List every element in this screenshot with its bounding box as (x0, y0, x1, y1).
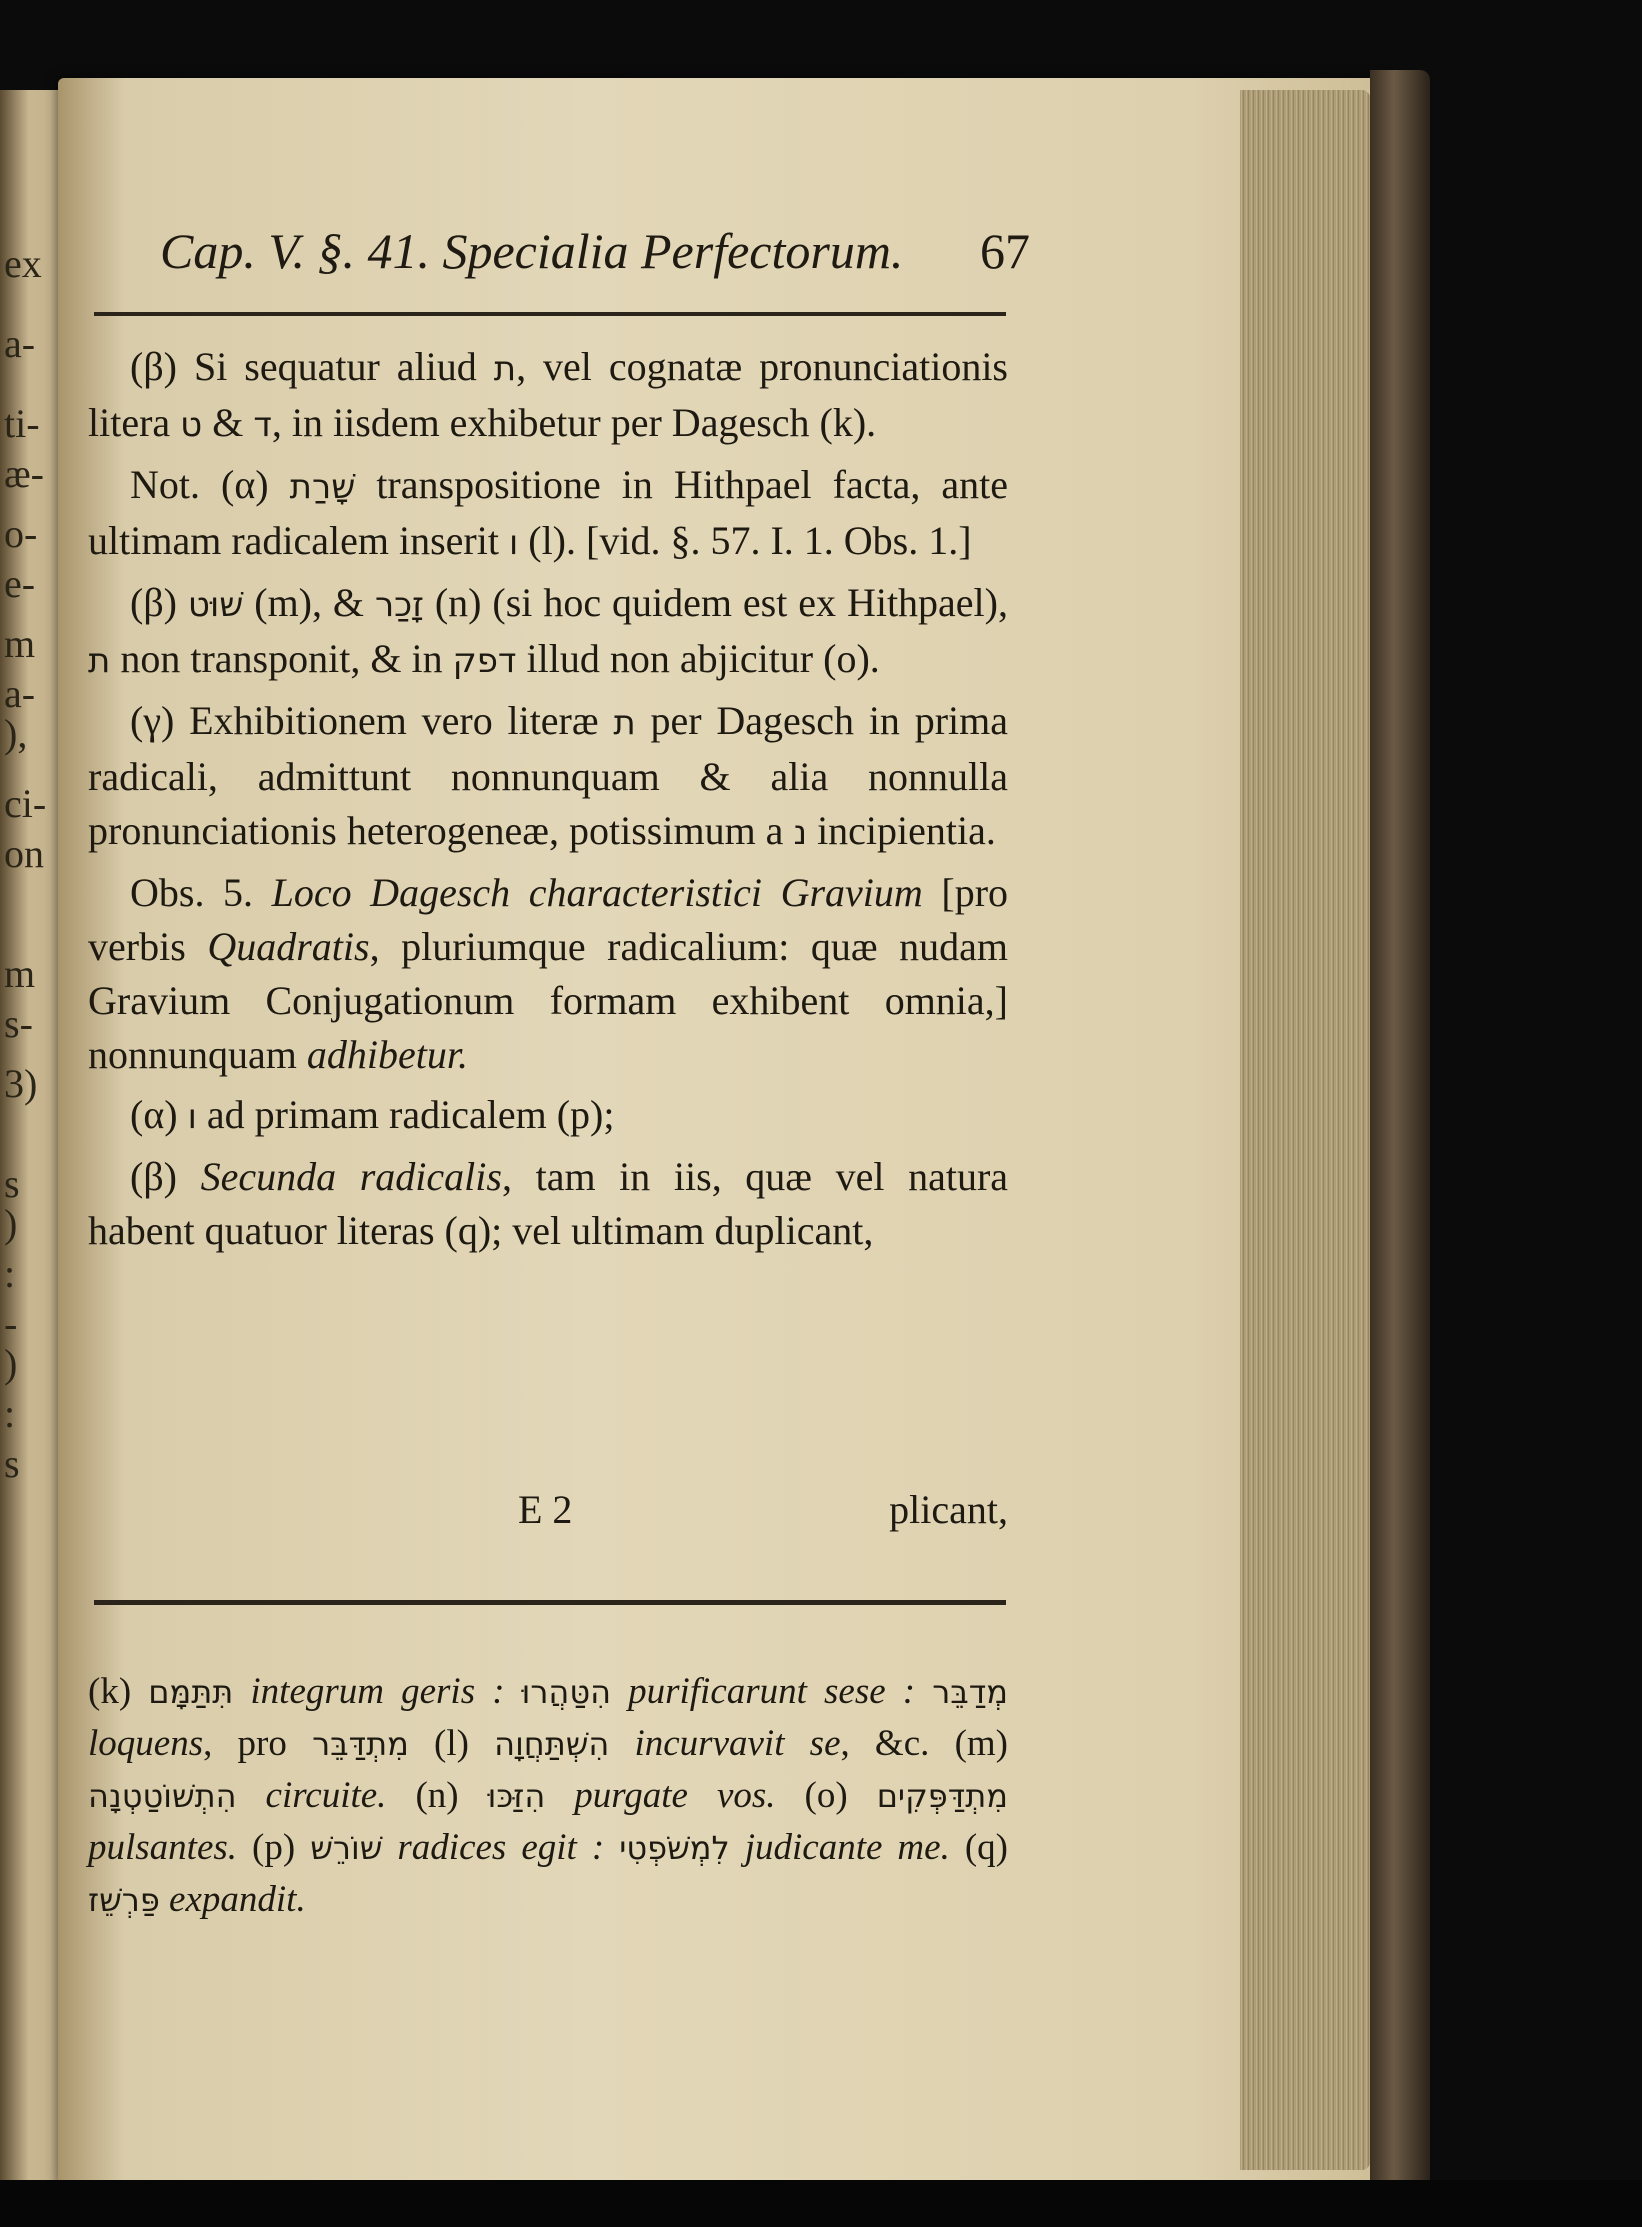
margin-fragment: ti- (4, 401, 40, 446)
hebrew-word: הִטַּהֲרוּ (521, 1673, 611, 1711)
margin-fragment: : (4, 1251, 16, 1296)
hebrew-word: ת (493, 349, 517, 389)
running-head: Cap. V. §. 41. Specialia Perfectorum. (160, 223, 904, 279)
hebrew-word: ו (187, 1097, 197, 1137)
margin-fragment: ex (4, 241, 42, 286)
hebrew-word: מִתְדַּפְּקִים (876, 1777, 1008, 1815)
signature-line (88, 1486, 1008, 1540)
paragraph-beta-secunda: (β) Secunda radicalis, tam in iis, quæ vel natura habent quatuor literas (q); vel ultimam duplicant, (88, 1154, 1009, 1253)
page-number: 67 (980, 223, 1030, 279)
footnotes (88, 1666, 1008, 1926)
hebrew-word: ט (180, 405, 203, 445)
main-text (88, 340, 1008, 1264)
paragraph-beta-shut: (β) שׁוּט (m), & זָכַר (n) (si hoc quidem est ex Hithpael), ת non transponit, & in דפק illud non abjicitur (o). (88, 580, 1008, 681)
hebrew-word: ו (508, 523, 519, 563)
margin-fragment: s- (4, 1001, 33, 1046)
margin-fragment: æ- (4, 451, 44, 496)
signature-mark: E 2 (518, 1487, 573, 1532)
running-header (160, 222, 1030, 302)
hebrew-word: מְדַבֵּר (932, 1673, 1008, 1711)
margin-fragment: s (4, 1161, 20, 1206)
hebrew-word: פַּרְשֵׁז (88, 1881, 160, 1919)
hebrew-word: שׁוֹרֵשׁ (310, 1829, 383, 1867)
margin-fragment: ) (4, 1201, 18, 1246)
catchword: plicant, (889, 1487, 1008, 1532)
background-band (0, 2180, 1642, 2227)
paragraph-beta-si-sequatur: (β) Si sequatur aliud ת, vel cognatæ pronunciationis litera ט & ד, in iisdem exhibetur per Dagesch (k). (88, 344, 1008, 445)
margin-fragment: - (4, 1301, 18, 1346)
hebrew-word: ד (253, 405, 272, 445)
hebrew-word: מִתְדַּבֵּר (312, 1725, 409, 1763)
hebrew-word: ת (88, 641, 111, 681)
hebrew-word: זָכַר (374, 585, 424, 625)
book-cover-edge (1370, 70, 1430, 2190)
hebrew-word: תִּתַּמָּם (148, 1673, 234, 1711)
hebrew-word: שָׁרַת (289, 467, 356, 507)
margin-fragment: o- (4, 511, 38, 556)
hebrew-word: דפק (452, 641, 517, 681)
hebrew-word: הִתְשׁוֹטַטְנָה (88, 1777, 237, 1815)
margin-fragment: a- (4, 671, 36, 716)
hebrew-word: נ (793, 813, 808, 853)
hebrew-word: לִמְשֹׁפְטִי (619, 1829, 730, 1867)
margin-fragment: 3) (4, 1061, 38, 1106)
margin-fragment: m (4, 951, 36, 996)
hebrew-word: שׁוּט (187, 585, 244, 625)
hebrew-word: הִשְׁתַּחֲוָה (494, 1725, 610, 1763)
header-rule (94, 312, 1006, 316)
footnote-text: (k) תִּתַּמָּם integrum geris : הִטַּהֲרוּ purificarunt sese : מְדַבֵּר loquens, pro מִתְדַּבֵּר (l) הִשְׁתַּחֲוָה incurvavit se, &c. (m) הִתְשׁוֹטַטְנָה circuite. (n) הִזַּכּוּ purgate vos. (o) מִתְדַּפְּקִים pulsantes. (p) שׁוֹרֵשׁ radices egit : לִמְשֹׁפְטִי judicante me. (q) פַּרְשֵׁז expandit. (88, 1671, 1008, 1920)
margin-fragment: a- (4, 321, 36, 366)
hebrew-word: הִזַּכּוּ (487, 1777, 546, 1815)
page-block-edge (1240, 90, 1370, 2170)
paragraph-obs-5: Obs. 5. Loco Dagesch characteristici Gravium [pro verbis Quadratis, pluriumque radicalium: quæ nudam Gravium Conjugationum formam exhibent omnia,] nonnunquam adhibetur. (88, 870, 1009, 1077)
margin-fragment: on (4, 831, 44, 876)
margin-fragment: e- (4, 561, 36, 606)
hebrew-word: ת (613, 703, 636, 743)
paragraph-not-alpha: Not. (α) שָׁרַת transpositione in Hithpael facta, ante ultimam radicalem inserit ו (l). [vid. §. 57. I. 1. Obs. 1.] (88, 462, 1008, 563)
margin-fragment: s (4, 1441, 20, 1486)
margin-fragment: m (4, 621, 36, 666)
footnote-rule (94, 1600, 1006, 1605)
paragraph-alpha-vav: (α) ו ad primam radicalem (p); (130, 1092, 615, 1137)
paragraph-gamma: (γ) Exhibitionem vero literæ ת per Dagesch in prima radicali, admittunt nonnunquam & alia nonnulla pronunciationis heterogeneæ, potissimum a נ incipientia. (88, 698, 1008, 853)
margin-fragment: : (4, 1391, 16, 1436)
margin-fragment: ) (4, 1341, 18, 1386)
margin-fragment: ), (4, 711, 28, 756)
margin-fragment: ci- (4, 781, 47, 826)
